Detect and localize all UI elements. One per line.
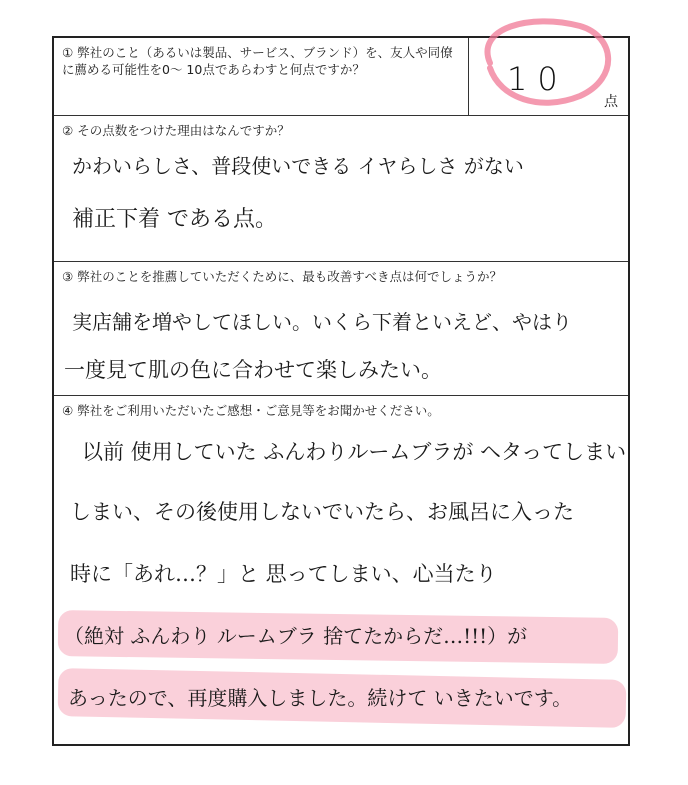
answer-3-line-1: 実店舗を増やしてほしい。いくら下着といえど、やはり (72, 310, 572, 334)
answer-4-line-3: 時に「あれ…？」と 思ってしまい、心当たり (70, 562, 497, 586)
question-4-marker: ④ (62, 403, 74, 418)
answer-4-line-1: 以前 使用していた ふんわりルームブラが ヘタってしまい (82, 440, 627, 464)
question-2-marker: ② (62, 123, 74, 138)
question-1-label (62, 44, 462, 78)
answer-2-line-2: 補正下着 である点。 (72, 207, 277, 232)
answer-4-line-4: （絶対 ふんわり ルームブラ 捨てたからだ…!!!）が (64, 624, 528, 648)
answer-4-line-5: あったので、再度購入しました。続けて いきたいです。 (68, 686, 573, 710)
question-1-marker: ① (62, 45, 74, 60)
question-3-text: 弊社のことを推薦していただくために、最も改善すべき点は何でしょうか？ (77, 269, 502, 284)
question-4-row (54, 396, 628, 746)
answer-4-line-2: しまい、その後使用しないでいたら、お風呂に入った (70, 500, 574, 524)
question-1-text: 弊社のこと（あるいは製品、サービス、ブランド）を、友人や同僚に薦める可能性を0～ 10点であらわすと何点ですか？ (62, 45, 453, 77)
question-2-row (54, 116, 628, 262)
score-unit: 点 (604, 94, 618, 110)
question-2-text: その点数をつけた理由はなんですか？ (77, 123, 290, 138)
answer-3-line-2: 一度見て肌の色に合わせて楽しみたい。 (64, 358, 442, 382)
score-circle-annotation (470, 8, 620, 108)
answer-2-line-1: かわいらしさ、普段使いできる イヤらしさ がない (72, 154, 524, 178)
survey-form (52, 36, 630, 746)
question-4-label (62, 402, 440, 419)
question-3-marker: ③ (62, 269, 74, 284)
score-value: 10 (507, 60, 568, 98)
question-3-label (62, 268, 502, 285)
question-3-row (54, 262, 628, 396)
question-4-text: 弊社をご利用いただいたご感想・ご意見等をお聞かせください。 (77, 403, 440, 418)
question-2-label (62, 122, 290, 139)
